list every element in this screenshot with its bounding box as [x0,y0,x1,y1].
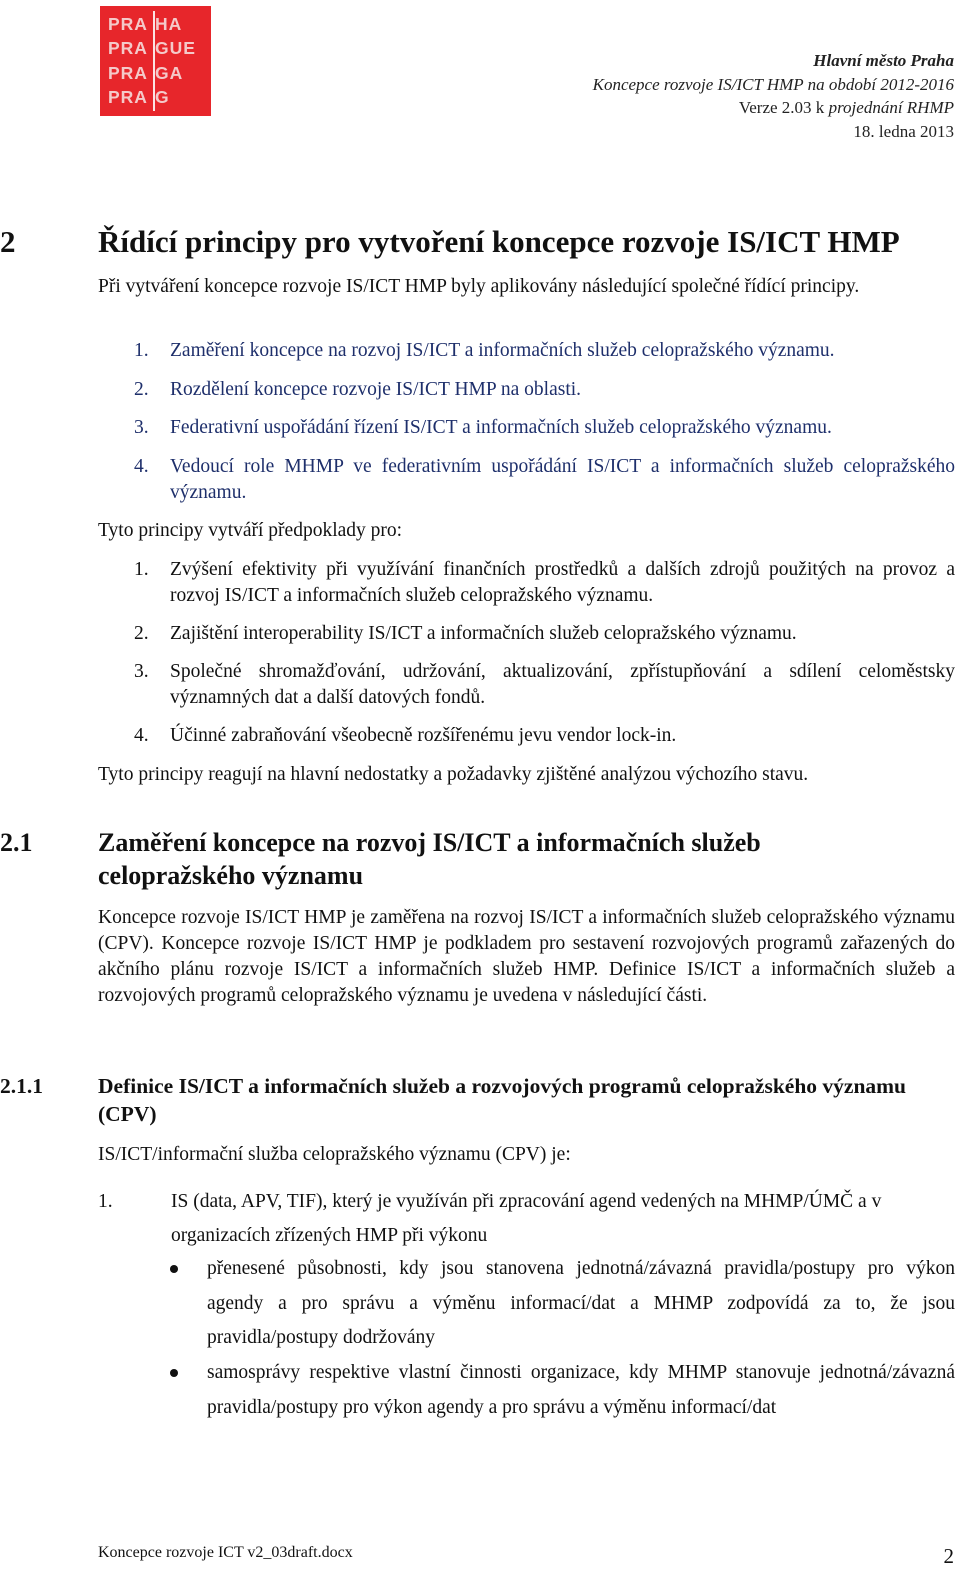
header-organization: Hlavní město Praha [813,51,954,70]
chapter-number: 2 [0,224,16,259]
list-text: Zajištění interoperability IS/ICT a informačních služeb celopražského významu. [170,623,797,644]
footer-filename: Koncepce rozvoje ICT v2_03draft.docx [98,1544,353,1561]
list-number: 1. [134,340,149,361]
logo-text: PRA [108,87,148,108]
list-text: Rozdělení koncepce rozvoje IS/ICT HMP na oblasti. [170,379,582,400]
page-header [593,49,954,143]
list-number: 3. [134,417,149,438]
bullet-icon [170,1265,178,1273]
list-number: 4. [134,456,149,477]
section-body: Koncepce rozvoje IS/ICT HMP je zaměřena na rozvoj IS/ICT a informačních služeb celopražského významu (CPV). Koncepce rozvoje IS/ICT HMP je podkladem pro sestavení rozvojových programů zařazených do akčního plánu rozvoje IS/ICT a informačních služeb HMP. Definice IS/ICT a informačních služeb a rozvojových programů celopražského významu je uvedena v následující části. [98,907,955,1006]
logo-text: PRA [108,62,148,83]
list-text: Účinné zabraňování všeobecně rozšířenému jevu vendor lock-in. [170,725,677,746]
list-number: 1. [134,559,149,580]
definition-number: 1. [98,1191,113,1212]
subsection-title: Definice IS/ICT a informačních služeb a rozvojových programů celopražského významu (CPV) [98,1074,907,1126]
section-number: 2.1 [0,828,33,857]
logo-text: G [155,87,170,108]
logo-text: GA [155,62,184,83]
header-version [593,96,954,120]
page-number: 2 [943,1544,954,1568]
list-text: Zvýšení efektivity při využívání finančních prostředků a dalších zdrojů použitých na provoz a rozvoj IS/ICT a informačních služeb celopražského významu. [170,559,955,606]
list-number: 4. [134,725,149,746]
logo-row [108,37,208,62]
bullet-icon [170,1369,178,1377]
bullet-text: přenesené působnosti, kdy jsou stanovena jednotná/závazná pravidla/postupy pro výkon agendy a pro správu a výměnu informací/dat a MHMP zodpovídá za to, že jsou pravidla/postupy dodržovány [207,1258,955,1348]
subsection-lead: IS/ICT/informační služba celopražského významu (CPV) je: [98,1144,571,1165]
prague-logo [100,6,211,116]
list-text: Federativní uspořádání řízení IS/ICT a informačních služeb celopražského významu. [170,417,832,438]
logo-text: GUE [155,38,196,59]
subsection-number: 2.1.1 [0,1074,43,1098]
list-number: 2. [134,623,149,644]
logo-lettering [108,12,208,110]
logo-text: HA [155,13,183,34]
logo-row [108,12,208,37]
chapter-title: Řídící principy pro vytvoření koncepce rozvoje IS/ICT HMP [98,224,900,259]
logo-row [108,86,208,111]
list-text: Společné shromažďování, udržování, aktualizování, zpřístupňování a sdílení celoměstsky významných dat a další datových fondů. [170,661,955,708]
list-text: Zaměření koncepce na rozvoj IS/ICT a informačních služeb celopražského významu. [170,340,835,361]
list-number: 2. [134,379,149,400]
logo-text: PRA [108,38,148,59]
definition-text: IS (data, APV, TIF), který je využíván při zpracování agend vedených na MHMP/ÚMČ a v organizacích zřízených HMP při výkonu [171,1191,882,1246]
header-document-title: Koncepce rozvoje IS/ICT HMP na období 2012-2016 [592,74,954,94]
preconditions-label: Tyto principy vytváří předpoklady pro: [98,520,403,541]
list-number: 3. [134,661,149,682]
closing-paragraph: Tyto principy reagují na hlavní nedostatky a požadavky zjištěné analýzou výchozího stavu. [98,764,809,785]
bullet-text: samosprávy respektive vlastní činnosti organizace, kdy MHMP stanovuje jednotná/závazná pravidla/postupy pro výkon agendy a pro správu a výměnu informací/dat [207,1362,955,1418]
list-text: Vedoucí role MHMP ve federativním uspořádání IS/ICT a informačních služeb celopražského významu. [170,456,955,503]
header-version-label: Verze 2.03 k [738,98,829,117]
logo-row [108,61,208,86]
header-date: 18. ledna 2013 [853,121,954,141]
header-version-purpose: projednání RHMP [828,98,954,117]
intro-paragraph: Při vytváření koncepce rozvoje IS/ICT HMP byly aplikovány následující společné řídící principy. [98,276,860,297]
logo-text: PRA [108,13,148,34]
section-title: Zaměření koncepce na rozvoj IS/ICT a informačních služeb celopražského významu [98,828,761,890]
